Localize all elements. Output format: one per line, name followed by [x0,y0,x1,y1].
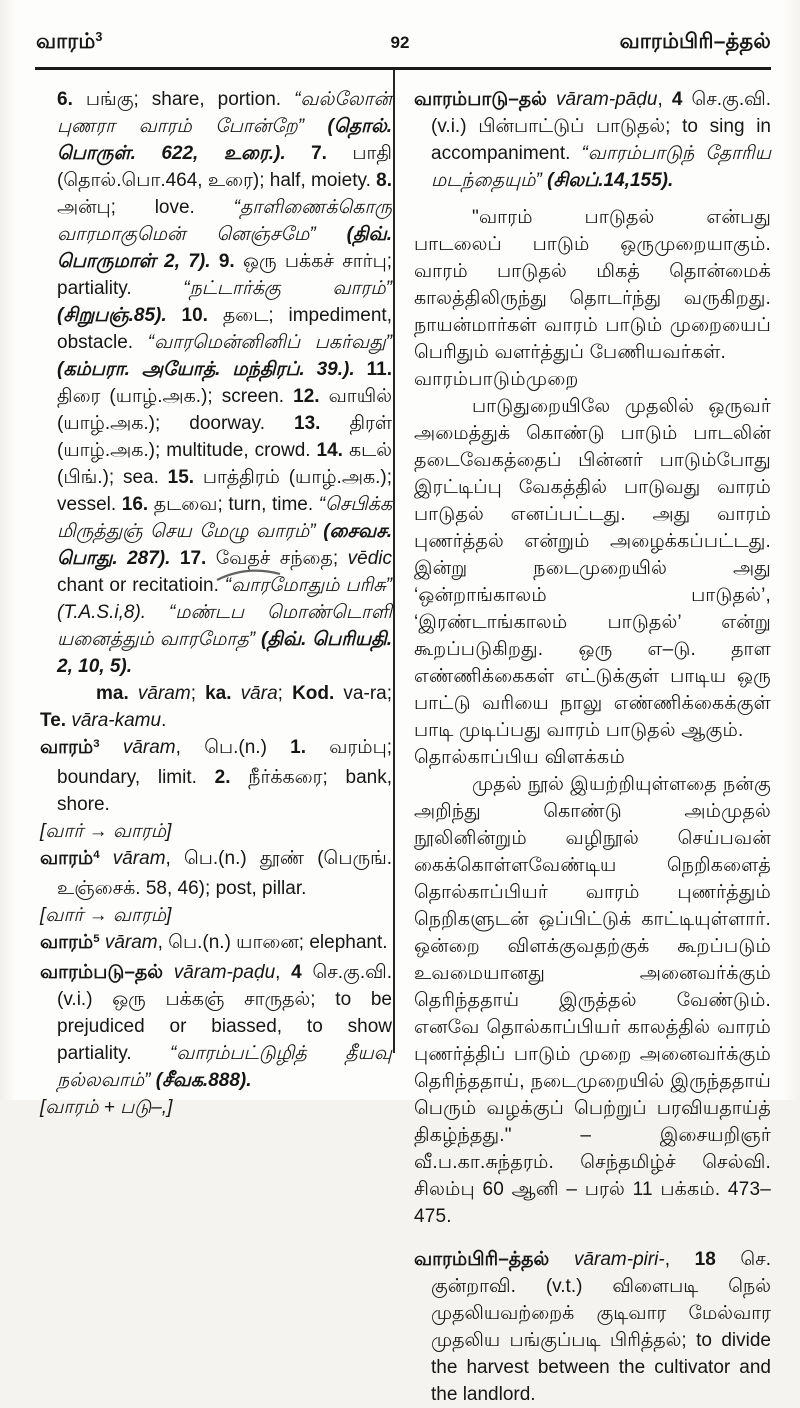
text-segment: “வல்லோன் புணரா வாரம் போன்றே” [57,89,392,137]
text-segment: [வாரம் + படு–,] [40,1097,173,1118]
text-segment: 16. [121,494,154,515]
text-segment: பாத்திரம் (யாழ்.அக.); vessel. [57,467,392,515]
text-segment: 7. [311,143,353,164]
etymology-note [40,902,392,929]
text-segment: , பெ.(n.) [175,737,291,758]
text-segment: 4 [291,962,313,983]
quote-paragraph: முதல் நூல் இயற்றியுள்ளதை நன்கு அறிந்து கொண்டு அம்முதல் நூலினின்றும் வழிநூல் செய்பவன் கைக்கொள்ளவேண்டிய நெறிகளைத் தொல்காப்பியர் வாரம் புணர்த்தும் நெறிகளுடன் ஒப்பிட்டுக் காட்டியுள்ளார். ஒன்றை விளக்குவதற்குக் கூறப்படும் உவமையானது அனைவர்க்கும் தெரிந்ததாய் இருத்தல் வேண்டும். எனவே தொல்காப்பியர் காலத்தில் வாரம் புணர்த்திப் பாடும் முறை அனைவர்க்கும் தெரிந்ததாய், நடைமுறையில் இருந்ததாய் பெரும் வழக்குப் பெற்றுப் பரவியதாய்த் திகழ்ந்தது." – இசையறிஞர் வீ.ப.கா.சுந்தரம். செந்தமிழ்ச் செல்வி. சிலம்பு 60 ஆனி – பரல் 11 பக்கம். 473–475. [414,774,771,1227]
text-segment: vāram [122,737,176,758]
text-segment: chant or recitatioin. [57,575,225,596]
column-divider [393,70,395,1053]
text-segment: vāra [240,683,278,704]
text-segment: [வார் → வாரம்] [40,821,172,842]
text-segment: 11. [366,359,392,380]
text-segment: vāram-paḍu [173,962,276,983]
text-segment: “வாரம்பாடுந் தோரிய மடந்தையும்” [431,143,772,191]
section-subheading: தொல்காப்பிய விளக்கம் [414,747,626,768]
text-segment: வாயில் (யாழ்.அக.); doorway. [57,386,392,434]
text-segment: “தாளிணைக்கொரு வாரமாகுமென் னெஞ்சமே” [57,197,392,245]
text-segment: வாரம் [40,848,94,869]
text-segment: 17. [179,548,216,569]
text-segment: , [657,89,672,110]
text-segment: திரை (யாழ்.அக.); screen. [57,386,294,407]
text-segment: 1. [290,737,330,758]
header-left-word: வாரம் [36,30,96,53]
entry-varampadu-tal [40,959,392,1094]
header-left-superscript: 3 [95,30,103,45]
text-segment: 10. [181,305,223,326]
text-segment: , பெ.(n.) தூண் (பெருங். உஞ்சைக். 58, 46); post, pillar. [57,848,392,899]
text-segment: (சைவச. பொது. 287). [57,521,392,569]
text-segment: . [161,710,167,731]
text-segment: , [275,962,292,983]
text-segment: vāram [112,848,166,869]
text-segment: பாதி (தொல்.பொ.464, உரை); half, moiety. [57,143,392,191]
text-segment: 6. [57,89,86,110]
text-segment: வரம்பு; boundary, limit. [57,737,393,788]
text-segment: 12. [293,386,329,407]
text-segment: vāra-kamu [71,710,162,731]
text-segment: தடவை; turn, time. [153,494,319,515]
superscript: 5 [93,932,100,945]
entry-varampiri-tal [414,1246,771,1408]
text-segment: 14. [316,440,349,461]
text-segment: 15. [167,467,203,488]
text-segment [100,737,123,758]
header-rule [35,67,771,70]
text-segment: அன்பு; love. [57,197,234,218]
text-segment: திரள் (யாழ்.அக.); multitude, crowd. [57,413,392,461]
text-segment: 13. [294,413,350,434]
text-segment: [வார் → வாரம்] [40,905,172,926]
text-segment: 18 [694,1249,741,1270]
text-segment: செ. குன்றாவி. (v.t.) விளைபடி நெல் முதலியவற்றைக் குடிவார மேல்வார முதலிய பங்குப்படி பிரித்தல்; to divide the harvest between the cultivator and the landlord. [431,1249,772,1405]
text-segment: கடல் (பிங்.); sea. [57,440,392,488]
text-segment: vāram [104,932,158,953]
entry-varampaadu-tal [414,86,771,194]
entry-continuation [40,86,392,680]
text-segment: vāram-pāḍu [556,89,658,110]
quote-paragraph: "வாரம் பாடுதல் என்பது பாடலைப் பாடும் ஒருமுறையாகும். வாரம் பாடுதல் மிகத் தொன்மைக் காலத்திலிருந்து தொடர்ந்து வருகிறது. நாயன்மார்கள் வாரம் பாடும் முறையைப் பெரிதும் வளர்த்துப் பேணியவர்கள். [414,207,771,363]
text-segment: ka. [205,683,241,704]
text-segment: , பெ.(n.) யானை; elephant. [157,932,388,953]
text-segment: vāram-piri- [573,1249,665,1270]
text-segment: Kod. [292,683,344,704]
text-segment: (தொல். பொருள். 622, உரை.). [57,116,392,164]
text-segment: செ.கு.வி. (v.i.) ஒரு பக்கஞ் சாருதல்; to be prejudiced or biassed, to show partiality. [57,962,392,1064]
text-segment: 2. [214,767,249,788]
text-segment: “செபிக்க மிருத்துஞ் செய மேழு வாரம்” [57,494,393,542]
entry-varam-3 [40,734,392,818]
text-segment: 4 [671,89,692,110]
header-page-number: 92 [390,33,410,52]
entry-varam-4 [40,845,392,902]
text-segment: தடை; impediment, obstacle. [57,305,392,353]
header-right-headword: வாரம்பிரி–த்தல் [619,30,771,53]
text-segment: (சீவக.888). [155,1070,252,1091]
text-segment: “வாரமோதும் பரிசு” (T.A.S.i,8). “மண்டப மொண்டொளி யனைத்தும் வாரமோத” [57,575,392,650]
text-segment: செ.கு.வி. (v.i.) பின்பாட்டுப் பாடுதல்; to sing in accompaniment. [431,89,772,164]
superscript: 3 [93,737,100,750]
text-segment: வாரம்பாடு–தல் [414,89,557,110]
text-segment: ma. [96,683,138,704]
text-segment: va-ra; [343,683,392,704]
etymology-note [40,1094,392,1121]
text-segment: 8. [376,170,392,191]
etymology-note [40,818,392,845]
section-subheading: வாரம்பாடும்முறை [414,369,579,390]
text-segment: வாரம் [40,932,94,953]
text-segment: “வாரம்பட்டுழித் தீயவு நல்லவாம்” [57,1043,392,1091]
text-segment: வேதச் சந்தை; [215,548,348,569]
text-segment: வாரம் [40,737,94,758]
text-segment: (திவ். பொருமாள் 2, 7). [57,224,392,272]
text-segment: நீர்க்கரை; bank, shore. [57,767,392,815]
text-segment: “வாரமென்னினிப் பகர்வது” [147,332,393,353]
text-segment: vāram [137,683,191,704]
quote-paragraph: பாடுதுறையிலே முதலில் ஒருவர் அமைத்துக் கொண்டு பாடும் பாடலின் தடைவேகத்தைப் பின்னர் பாடும்போது இரட்டிப்பு வேகத்தில் பாடுவது வாரம் பாடுதல் எனப்பட்டது. அது வாரம் புணர்த்தல் என்றும் அழைக்கப்பட்டது. இன்று நடைமுறையில் அது ‘ஒன்றாங்காலம் பாடுதல்’, ‘இரண்டாங்காலம் பாடுதல்’ என்று கூறப்படுகிறது. ஒரு எ–டு. தாள எண்ணிக்கைகள் எட்டுக்குள் பாடிய ஒரு பாட்டு வரியை நாலு எண்ணிக்கைக்குள் பாடி முடிப்பது வாரம் பாடுதல் ஆகும். [414,396,771,741]
text-segment: (சிறுபஞ்.85). [57,305,182,326]
cognates-note [40,680,392,734]
text-segment: ; [277,683,293,704]
text-segment: பங்கு; share, portion. [85,89,295,110]
text-segment: “நட்டார்க்கு வாரம்” [183,278,392,299]
text-segment: , [664,1249,695,1270]
text-segment: (திவ். பெரியதி. 2, 10, 5). [57,629,393,677]
text-segment [100,848,113,869]
superscript: 4 [93,848,100,861]
text-segment: வாரம்பிரி–த்தல் [414,1249,574,1270]
entry-varam-5 [40,929,392,959]
text-segment: ஒரு பக்கச் சார்பு; partiality. [57,251,393,299]
text-segment: (சிலப்.14,155). [547,170,674,191]
text-segment: (கம்பரா. அயோத். மந்திரப். 39.). [57,359,367,380]
text-segment: vēdic [347,548,392,569]
text-segment: Te. [40,710,72,731]
text-segment: 9. [218,251,244,272]
left-column [40,86,392,1121]
text-segment: வாரம்படு–தல் [40,962,174,983]
text-segment: ; [190,683,206,704]
right-column [414,86,771,1408]
